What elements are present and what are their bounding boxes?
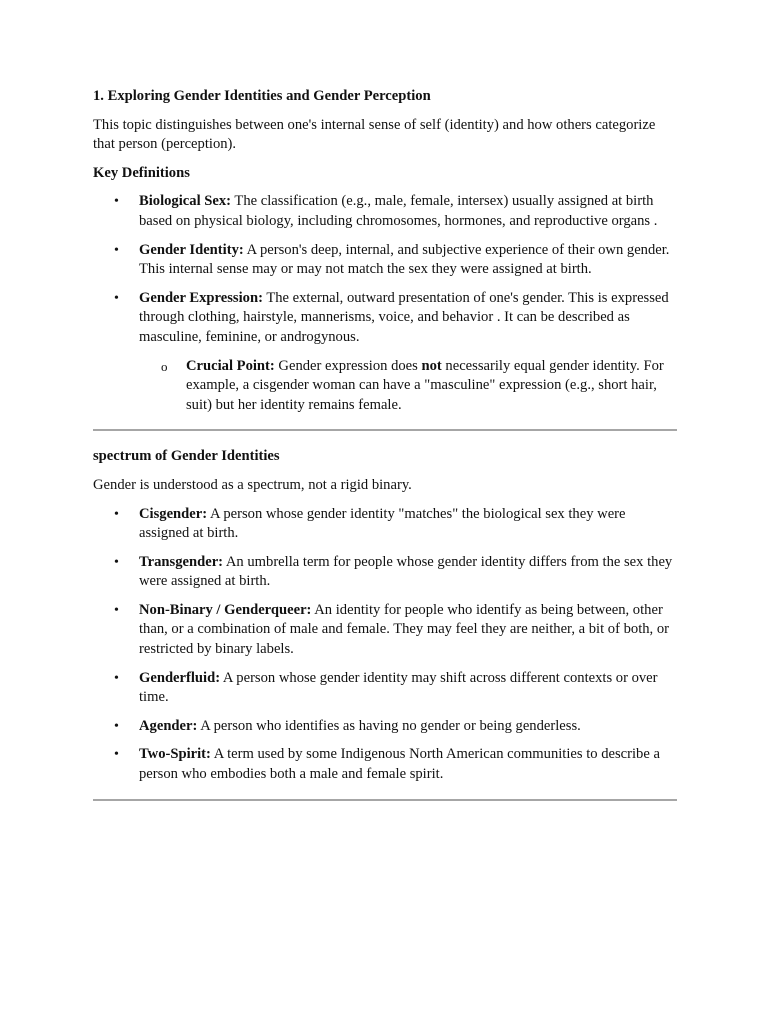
section-2-intro: Gender is understood as a spectrum, not a rigid binary. <box>93 476 412 493</box>
identity-text: A person whose gender identity may shift across different contexts or over time. <box>139 669 658 706</box>
crucial-point-text-before: Gender expression does <box>274 357 422 374</box>
crucial-point-term: Crucial Point: <box>186 357 275 374</box>
identity-item-non-binary <box>93 601 677 660</box>
definition-term: Gender Expression: <box>139 289 263 306</box>
definition-term: Biological Sex: <box>139 193 232 210</box>
crucial-point-list <box>139 357 677 416</box>
definition-item-gender-identity <box>93 241 677 280</box>
definition-text: The classification (e.g., male, female, intersex) usually assigned at birth based on physical biology, including chromosomes, hormones, and reproductive organs . <box>139 193 658 229</box>
document-content <box>93 87 677 817</box>
bullet-icon: • <box>114 554 119 570</box>
bullet-icon: • <box>114 506 119 522</box>
bullet-icon: • <box>114 718 119 734</box>
identity-text: A term used by some Indigenous North American communities to describe a person who embodies both a male and female spirit. <box>139 746 660 783</box>
bullet-icon: • <box>114 194 119 210</box>
crucial-point-item <box>139 357 677 416</box>
identity-text: An umbrella term for people whose gender identity differs from the sex they were assigned at birth. <box>139 553 673 590</box>
identity-item-transgender <box>93 553 677 592</box>
identity-item-agender <box>93 717 677 737</box>
identity-item-two-spirit <box>93 745 677 784</box>
identity-term: Two-Spirit: <box>139 746 211 763</box>
identity-term: Transgender: <box>139 553 224 570</box>
section-2-title: spectrum of Gender Identities <box>93 448 280 465</box>
crucial-point-emphasis: not <box>421 357 442 374</box>
definition-item-gender-expression <box>93 289 677 416</box>
identity-term: Genderfluid: <box>139 669 221 686</box>
identity-term: Cisgender: <box>139 505 208 522</box>
horizontal-rule <box>93 429 677 431</box>
section-1-intro: This topic distinguishes between one's internal sense of self (identity) and how others categorize that person (perception). <box>93 116 656 153</box>
section-1-title: 1. Exploring Gender Identities and Gender Perception <box>93 88 431 104</box>
identity-text: An identity for people who identify as being between, other than, or a combination of male and female. They may feel they are neither, a bit of both, or restricted by binary labels. <box>139 601 669 658</box>
definitions-list <box>93 192 677 415</box>
bullet-icon: • <box>114 290 119 306</box>
crucial-point-text-after: necessarily equal gender identity. For example, a cisgender woman can have a "masculine" expression (e.g., short hair, suit) but her identity remains female. <box>186 357 664 413</box>
identity-text: A person who identifies as having no gender or being genderless. <box>197 717 581 734</box>
identities-list <box>93 505 677 785</box>
definition-text: The external, outward presentation of one's gender. This is expressed through clothing, hairstyle, mannerisms, voice, and behavior . It can be described as masculine, feminine, or androgynous. <box>139 289 669 345</box>
bullet-icon: • <box>114 242 119 258</box>
horizontal-rule <box>93 799 677 801</box>
definition-text: A person's deep, internal, and subjective experience of their own gender. This internal sense may or may not match the sex they were assigned at birth. <box>139 241 670 278</box>
identity-term: Agender: <box>139 717 198 734</box>
identity-term: Non-Binary / Genderqueer: <box>139 601 312 618</box>
circle-bullet-icon: o <box>161 358 168 374</box>
bullet-icon: • <box>114 747 119 763</box>
identity-item-genderfluid <box>93 669 677 708</box>
identity-item-cisgender <box>93 505 677 544</box>
definition-item-biological-sex <box>93 192 677 231</box>
identity-text: A person whose gender identity "matches" the biological sex they were assigned at birth. <box>139 505 626 542</box>
bullet-icon: • <box>114 602 119 618</box>
definition-term: Gender Identity: <box>139 241 244 258</box>
bullet-icon: • <box>114 670 119 686</box>
key-definitions-heading: Key Definitions <box>93 164 190 181</box>
